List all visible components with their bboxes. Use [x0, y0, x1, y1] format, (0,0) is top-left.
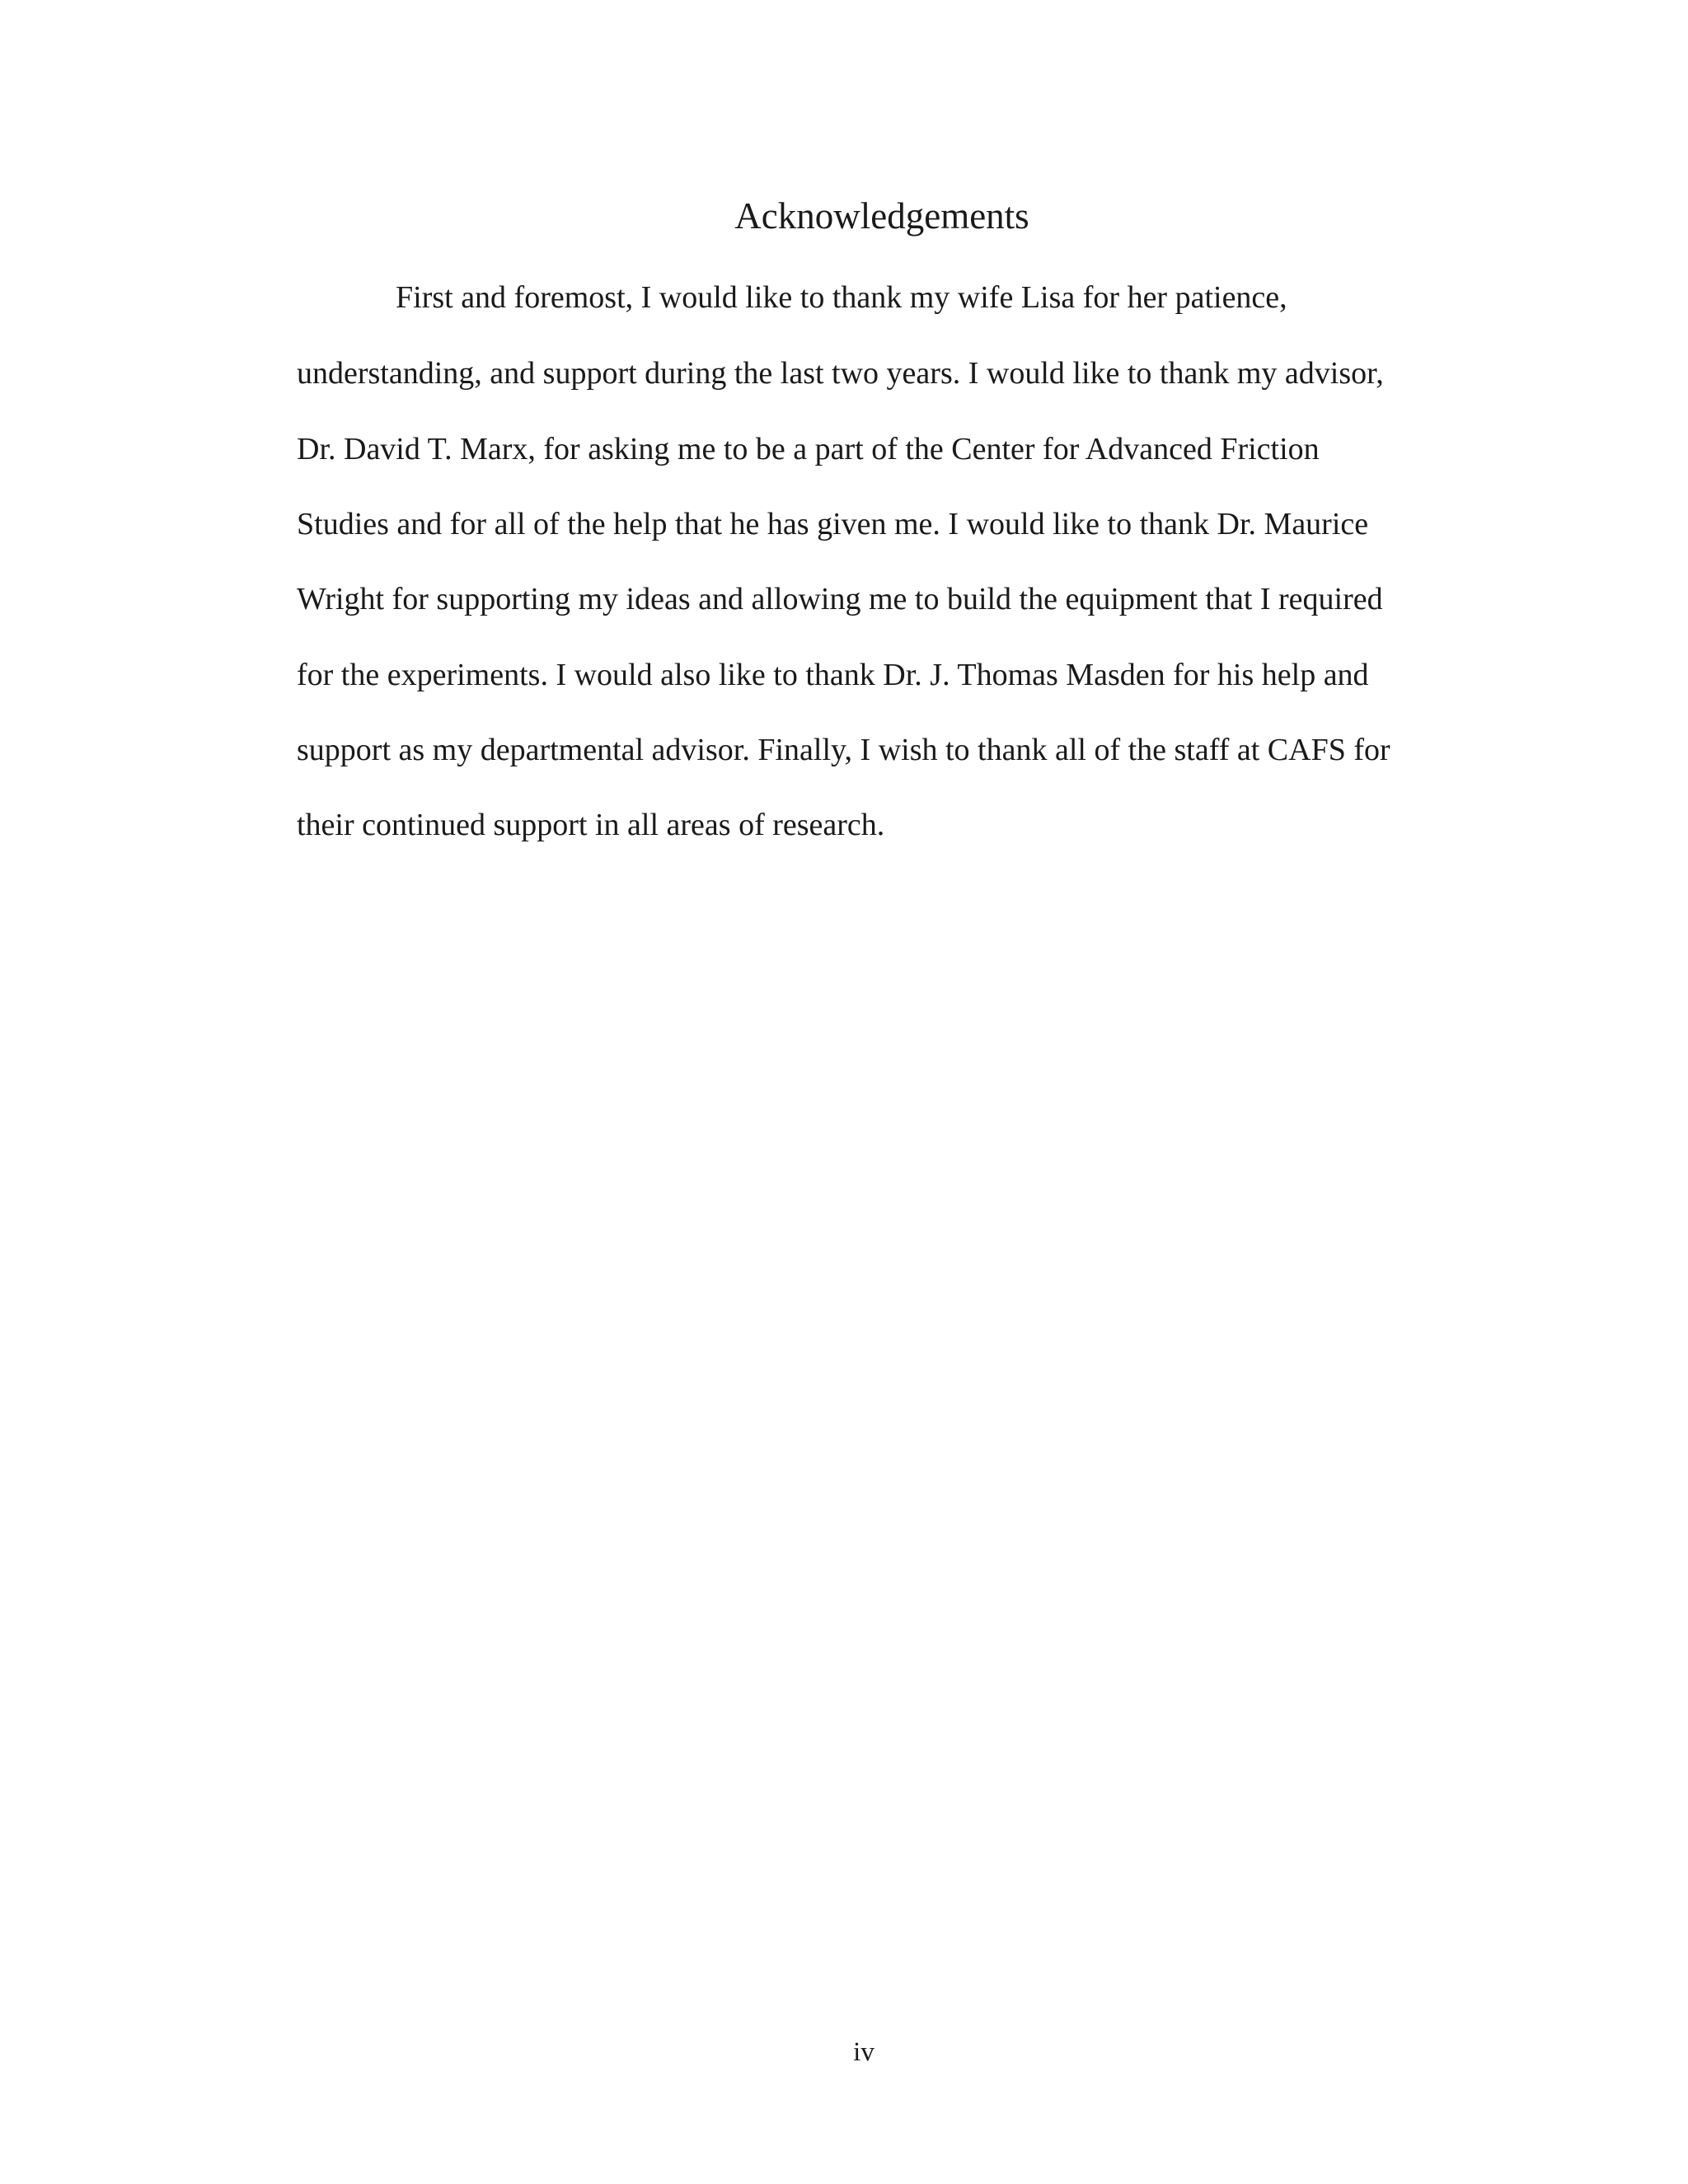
paragraph-line-2: understanding, and support during the last two years. I would like to thank my advisor,	[297, 356, 1384, 391]
page-title: Acknowledgements	[734, 195, 1029, 237]
page-number: iv	[853, 2037, 874, 2067]
paragraph-line-7: support as my departmental advisor. Finally, I wish to thank all of the staff at CAFS for	[297, 733, 1390, 767]
paragraph-line-8: their continued support in all areas of research.	[297, 808, 885, 842]
paragraph-line-1: First and foremost, I would like to thank my wife Lisa for her patience,	[396, 280, 1287, 315]
paragraph-line-3: Dr. David T. Marx, for asking me to be a part of the Center for Advanced Friction	[297, 432, 1320, 466]
paragraph-line-4: Studies and for all of the help that he has given me. I would like to thank Dr. Maurice	[297, 507, 1369, 541]
paragraph-line-5: Wright for supporting my ideas and allowing me to build the equipment that I required	[297, 582, 1383, 616]
paragraph-line-6: for the experiments. I would also like to thank Dr. J. Thomas Masden for his help and	[297, 658, 1369, 692]
